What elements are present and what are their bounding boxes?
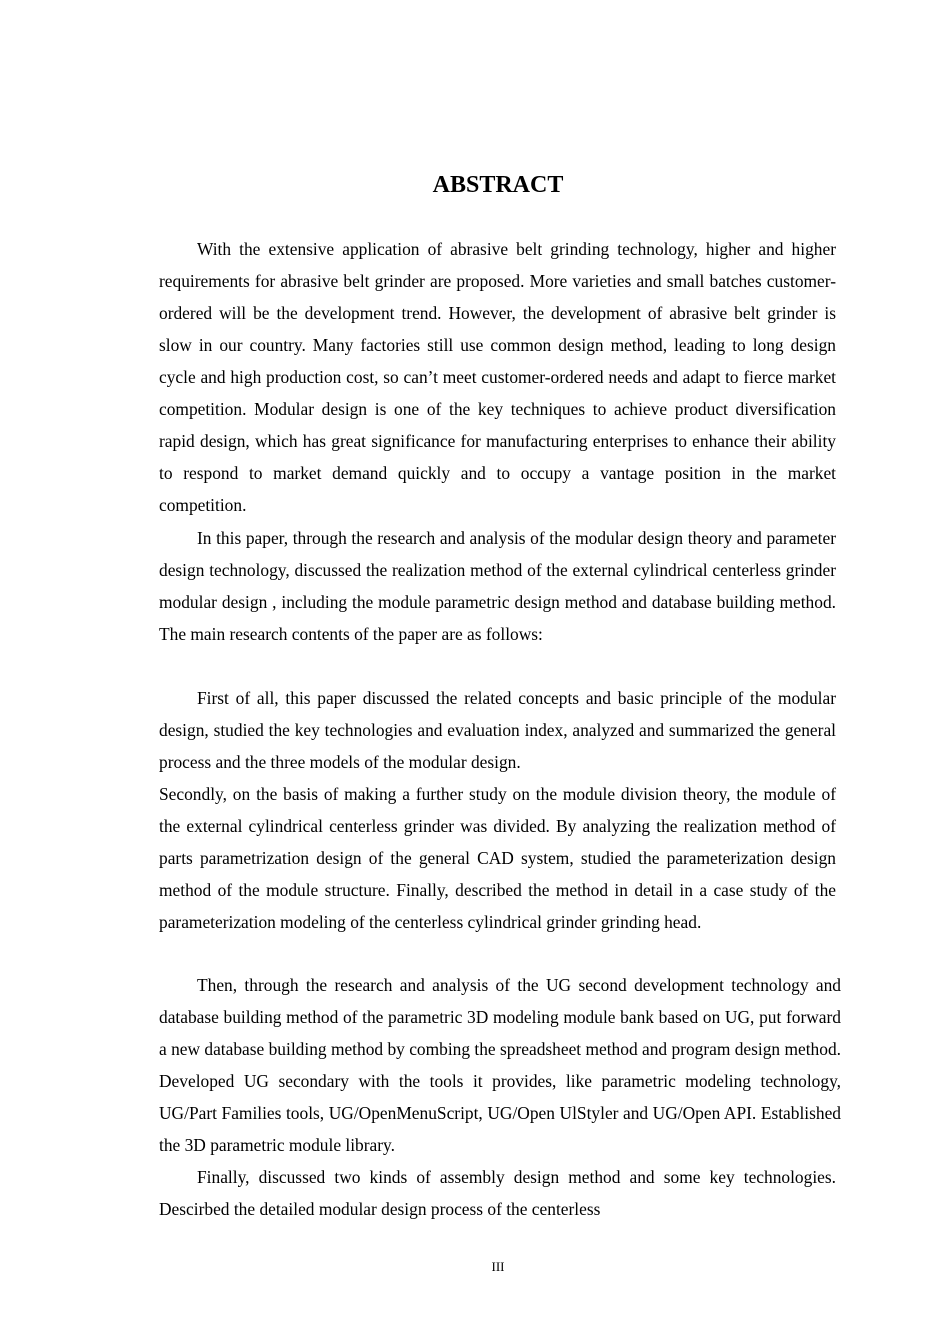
- page-number: III: [491, 1259, 505, 1274]
- abstract-title: ABSTRACT: [432, 172, 564, 198]
- paragraph-background: With the extensive application of abrasive belt grinding technology, higher and higher requirements for abrasive belt grinder are proposed. More varieties and small batches customer-ordered will be the development trend. However, the development of abrasive belt grinder is slow in our country. Many factories still use common design method, leading to long design cycle and high production cost, so can’t meet customer-ordered needs and adapt to fierce market competition. Modular design is one of the key techniques to achieve product diversification rapid design, which has great significance for manufacturing enterprises to enhance their ability to respond to market demand quickly and to occupy a vantage position in the market competition.: [159, 239, 836, 515]
- paragraph-finally: Finally, discussed two kinds of assembly design method and some key technologies. Descirbed the detailed modular design process of the centerless: [159, 1167, 836, 1219]
- paragraph-first: First of all, this paper discussed the related concepts and basic principle of the modular design, studied the key technologies and evaluation index, analyzed and summarized the general process and the three models of the modular design.: [159, 688, 836, 772]
- paragraph-overview: In this paper, through the research and analysis of the modular design theory and parameter design technology, discussed the realization method of the external cylindrical centerless grinder modular design , including the module parametric design method and database building method. The main research contents of the paper are as follows:: [159, 528, 836, 644]
- paragraph-second: Secondly, on the basis of making a further study on the module division theory, the module of the external cylindrical centerless grinder was divided. By analyzing the realization method of parts parametrization design of the general CAD system, studied the parameterization design method of the module structure. Finally, described the method in detail in a case study of the parameterization modeling of the centerless cylindrical grinder grinding head.: [159, 784, 836, 932]
- paragraph-then: Then, through the research and analysis of the UG second development technology and database building method of the parametric 3D modeling module bank based on UG, put forward a new database building method by combing the spreadsheet method and program design method. Developed UG secondary with the tools it provides, like parametric modeling technology, UG/Part Families tools, UG/OpenMenuScript, UG/Open UlStyler and UG/Open API. Established the 3D parametric module library.: [159, 975, 841, 1155]
